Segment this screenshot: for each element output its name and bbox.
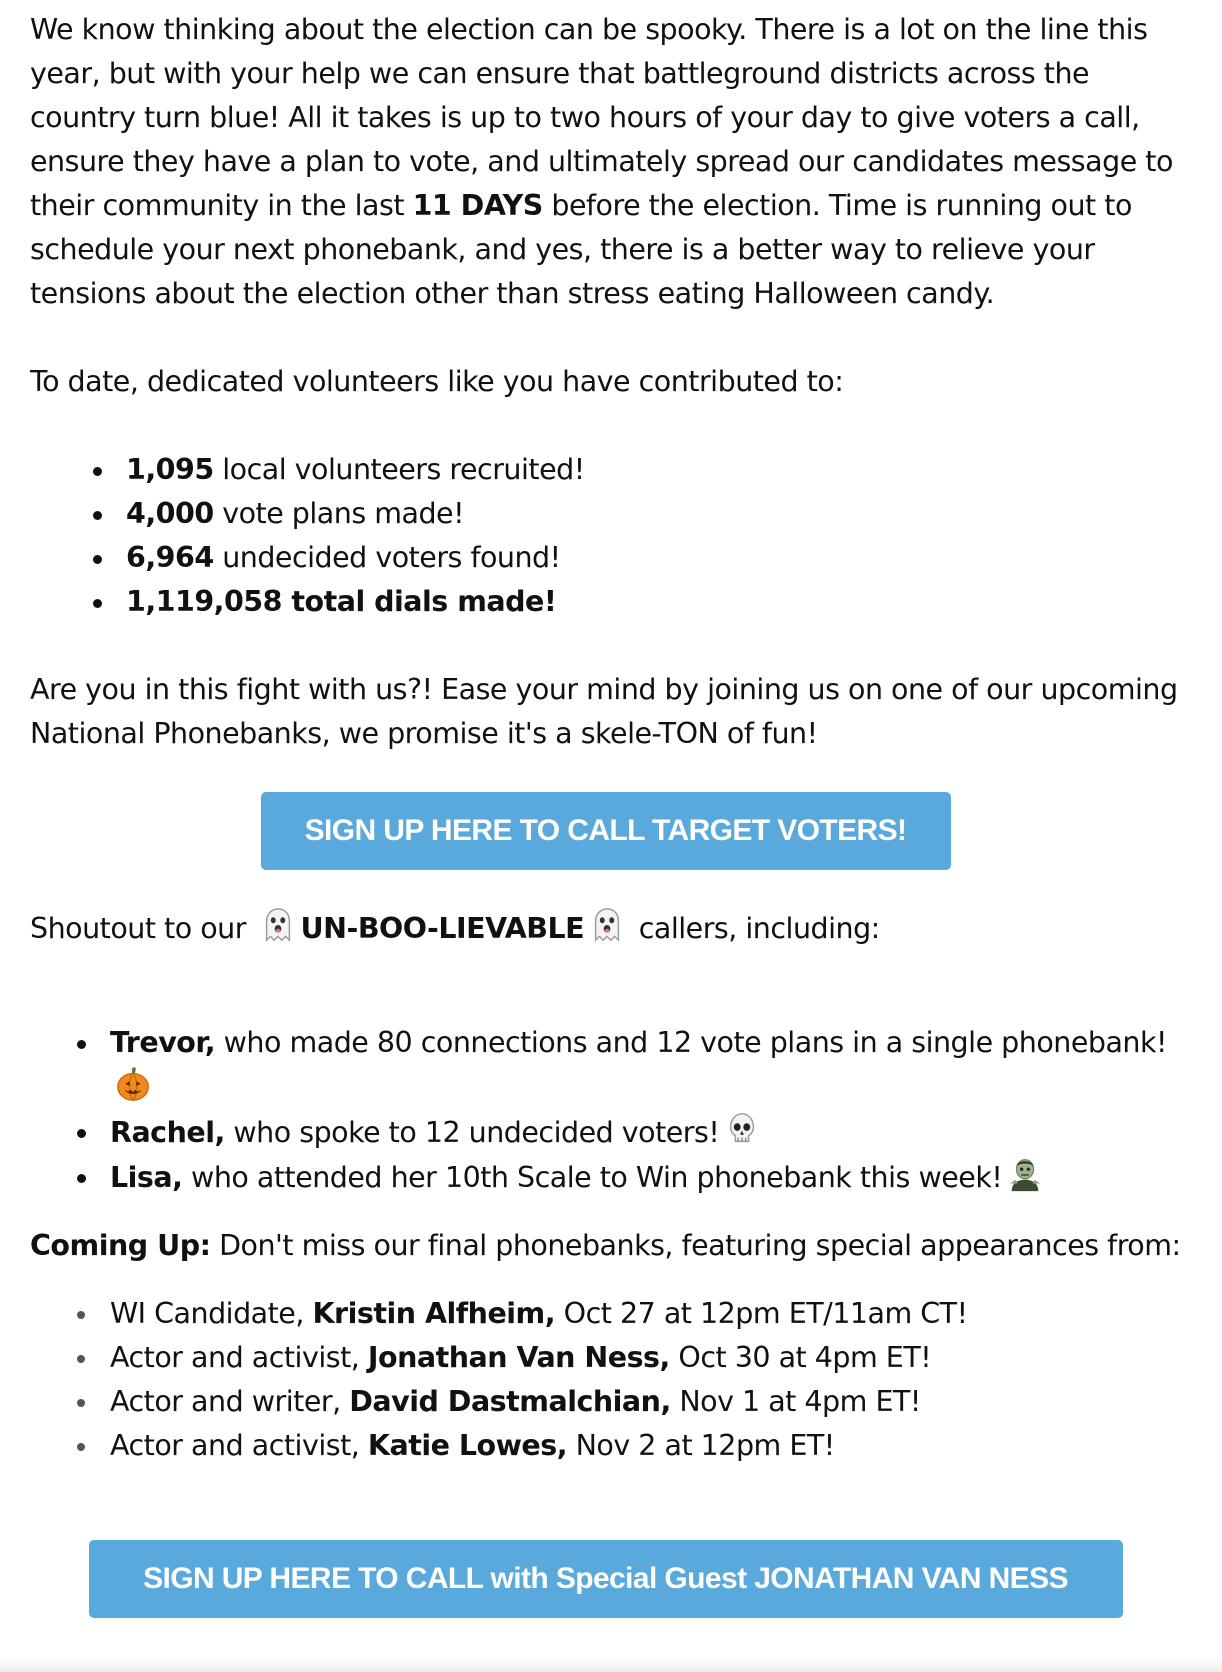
stats-list [30,448,1195,624]
zombie-icon [1006,1155,1044,1193]
guest-item [30,1292,1195,1336]
shoutout-text: Shoutout to our [30,912,255,945]
caller-achievement: who spoke to 12 undecided voters! [224,1116,720,1149]
shoutout-highlight: UN-BOO-LIEVABLE [300,912,585,945]
caller-name: Lisa, [110,1161,183,1194]
ghost-icon [588,906,626,944]
fight-paragraph: Are you in this fight with us?! Ease your mind by joining us on one of our upcoming National Phonebanks, we promise it's a skele-TON of fun! [30,673,1178,750]
guest-name: Katie Lowes, [367,1429,568,1462]
shoutout-text-continued: callers, including: [630,912,880,945]
skull-icon [723,1110,761,1148]
guest-name: Kristin Alfheim, [312,1297,556,1330]
email-body [30,8,1195,1618]
stat-item [30,492,1195,536]
guest-name: David Dastmalchian, [349,1385,671,1418]
caller-achievement: who attended her 10th Scale to Win phonebank this week! [182,1161,1003,1194]
stat-label: vote plans made! [213,497,465,530]
stats-intro: To date, dedicated volunteers like you have contributed to: [30,365,844,398]
coming-up-paragraph [30,1224,1195,1268]
caller-achievement: who made 80 connections and 12 vote plans in a single phonebank! [215,1026,1167,1059]
guest-time: Oct 30 at 4pm ET! [669,1341,932,1374]
caller-name: Rachel, [110,1116,225,1149]
ghost-icon [259,906,297,944]
pumpkin-icon [114,1065,152,1103]
caller-name: Trevor, [110,1026,216,1059]
coming-up-label: Coming Up: [30,1229,211,1262]
stat-item [30,448,1195,492]
stat-number: 4,000 [126,497,214,530]
caller-item [30,1155,1195,1200]
stat-number: 1,095 [126,453,214,486]
coming-up-text: Don't miss our final phonebanks, featuring special appearances from: [210,1229,1181,1262]
stat-number: 1,119,058 total dials made! [126,585,557,618]
intro-text-continued: before the election. Time is running out to schedule your next phonebank, and yes, there is a better way to relieve your tensions about the election other than stress eating Halloween candy. [30,189,1132,310]
sign-up-target-voters-button[interactable]: SIGN UP HERE TO CALL TARGET VOTERS! [261,792,951,870]
guest-item [30,1424,1195,1468]
guest-item [30,1336,1195,1380]
shoutout-line [30,906,1195,951]
intro-text: We know thinking about the election can be spooky. There is a lot on the line this year, but with your help we can ensure that battleground districts across the country turn blue! All it takes is up to two hours of your day to give voters a call, ensure they have a plan to vote, and ultimately spread our candidates message to their community in the last [30,13,1173,222]
guest-item [30,1380,1195,1424]
callers-list [30,1021,1195,1200]
bottom-edge-shadow [0,1658,1222,1672]
guest-role: Actor and activist, [110,1341,368,1374]
caller-item [30,1021,1195,1110]
stat-item [30,536,1195,580]
intro-paragraph [30,8,1195,316]
guest-time: Nov 1 at 4pm ET! [670,1385,921,1418]
guest-name: Jonathan Van Ness, [367,1341,670,1374]
guest-time: Nov 2 at 12pm ET! [567,1429,835,1462]
guest-role: Actor and activist, [110,1429,368,1462]
stat-item [30,580,1195,624]
intro-days-highlight: 11 DAYS [412,189,543,222]
stat-number: 6,964 [126,541,214,574]
sign-up-special-guest-button[interactable]: SIGN UP HERE TO CALL with Special Guest JONATHAN VAN NESS [89,1540,1123,1618]
stat-label: undecided voters found! [213,541,561,574]
caller-item [30,1110,1195,1155]
guests-list [30,1292,1195,1468]
stat-label: local volunteers recruited! [213,453,585,486]
guest-time: Oct 27 at 12pm ET/11am CT! [555,1297,968,1330]
guest-role: Actor and writer, [110,1385,350,1418]
guest-role: WI Candidate, [110,1297,313,1330]
